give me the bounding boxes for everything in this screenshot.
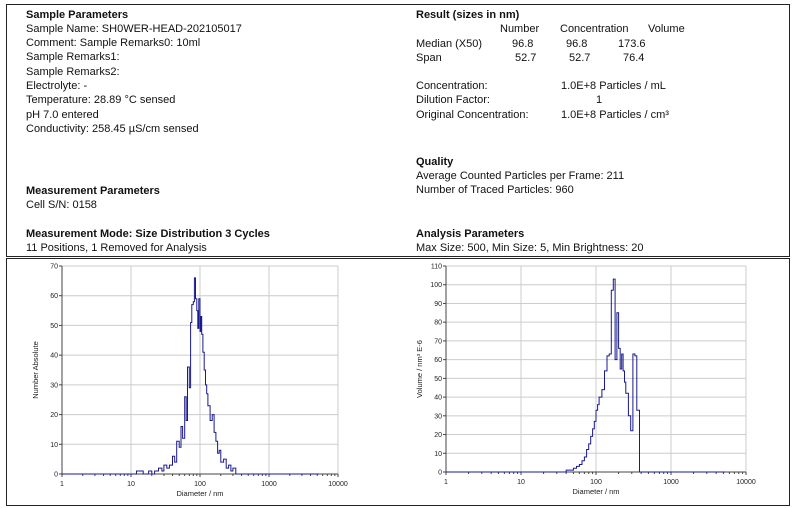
y-tick-label: 20: [434, 432, 442, 440]
result-row-label: Median (X50): [416, 38, 483, 50]
y-tick-label: 50: [50, 322, 58, 330]
x-tick-label: 10000: [328, 481, 348, 488]
y-tick-label: 70: [50, 263, 58, 271]
result-heading: Result (sizes in nm): [416, 9, 520, 21]
dilution-value: 1: [596, 94, 603, 106]
y-tick-label: 30: [434, 413, 442, 421]
analysis-parameters-line: Max Size: 500, Min Size: 5, Min Brightness: 20: [416, 242, 644, 254]
volume-distribution-chart: [400, 260, 756, 504]
y-tick-label: 0: [54, 471, 58, 479]
x-tick-label: 10: [127, 481, 135, 488]
x-tick-label: 1: [60, 481, 64, 488]
x-tick-label: 10: [517, 479, 525, 486]
result-row-concentration: 52.7: [569, 52, 591, 64]
x-tick-label: 10000: [736, 479, 756, 486]
result-col-volume: Volume: [648, 23, 685, 35]
result-row-volume: 173.6: [618, 38, 646, 50]
sample-temperature: Temperature: 28.89 °C sensed: [26, 94, 176, 106]
sample-electrolyte: Electrolyte: -: [26, 80, 88, 92]
y-axis-label: Volume / nm³ E-6: [415, 340, 424, 398]
y-tick-label: 70: [434, 338, 442, 346]
cell-serial: Cell S/N: 0158: [26, 199, 97, 211]
dilution-label: Dilution Factor:: [416, 94, 490, 106]
y-tick-label: 20: [50, 412, 58, 420]
x-axis-label: Diameter / nm: [572, 487, 620, 496]
y-tick-label: 10: [50, 441, 58, 449]
result-row-label: Span: [416, 52, 442, 64]
quality-traced-particles: Number of Traced Particles: 960: [416, 184, 574, 196]
concentration-value: 1.0E+8 Particles / mL: [561, 80, 666, 92]
x-tick-label: 100: [194, 481, 206, 488]
y-tick-label: 50: [434, 375, 442, 383]
y-axis-label: Number Absolute: [31, 341, 40, 399]
x-tick-label: 1000: [261, 481, 277, 488]
y-tick-label: 60: [434, 357, 442, 365]
x-tick-label: 100: [590, 479, 602, 486]
y-tick-label: 30: [50, 382, 58, 390]
measurement-mode-line: 11 Positions, 1 Removed for Analysis: [26, 242, 207, 254]
x-tick-label: 1: [444, 479, 448, 486]
sample-conductivity: Conductivity: 258.45 µS/cm sensed: [26, 123, 199, 135]
y-tick-label: 40: [50, 352, 58, 360]
quality-avg-particles: Average Counted Particles per Frame: 211: [416, 170, 625, 182]
sample-parameters-heading: Sample Parameters: [26, 9, 129, 21]
result-col-concentration: Concentration: [560, 23, 629, 35]
original-concentration-label: Original Concentration:: [416, 109, 529, 121]
x-tick-label: 1000: [663, 479, 679, 486]
y-tick-label: 40: [434, 394, 442, 402]
result-row-volume: 76.4: [623, 52, 645, 64]
result-row-number: 52.7: [515, 52, 537, 64]
y-tick-label: 110: [430, 263, 442, 271]
measurement-mode-heading: Measurement Mode: Size Distribution 3 Cycles: [26, 228, 270, 240]
y-tick-label: 60: [50, 293, 58, 301]
result-row-concentration: 96.8: [566, 38, 588, 50]
analysis-parameters-heading: Analysis Parameters: [416, 228, 525, 240]
y-tick-label: 100: [430, 282, 442, 290]
number-distribution-chart: [12, 260, 348, 504]
y-tick-label: 10: [434, 450, 442, 458]
result-col-number: Number: [500, 23, 540, 35]
original-concentration-value: 1.0E+8 Particles / cm³: [561, 109, 669, 121]
y-tick-label: 0: [438, 469, 442, 477]
x-axis-label: Diameter / nm: [176, 489, 224, 498]
y-tick-label: 80: [434, 319, 442, 327]
y-tick-label: 90: [434, 300, 442, 308]
sample-ph: pH 7.0 entered: [26, 109, 99, 121]
sample-remarks2: Sample Remarks2:: [26, 66, 120, 78]
result-row-number: 96.8: [512, 38, 534, 50]
concentration-label: Concentration:: [416, 80, 488, 92]
distribution-series-line: [446, 279, 725, 472]
measurement-parameters-heading: Measurement Parameters: [26, 185, 160, 197]
sample-comment: Comment: Sample Remarks0: 10ml: [26, 37, 201, 49]
sample-name: Sample Name: SH0WER-HEAD-202105017: [26, 23, 242, 35]
sample-remarks1: Sample Remarks1:: [26, 51, 120, 63]
quality-heading: Quality: [416, 156, 454, 168]
